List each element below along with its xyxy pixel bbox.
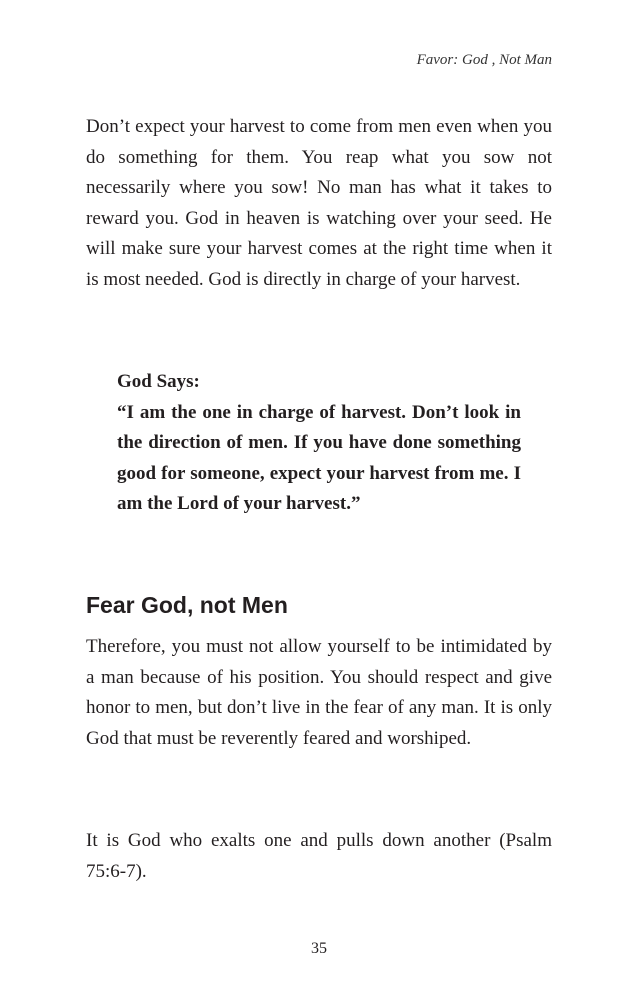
page-number: 35 bbox=[311, 940, 327, 957]
body-paragraph-2: Therefore, you must not allow yourself to be intimidated by a man because of his position. You should respect and give honor to men, but don’t live in the fear of any man. It is only God that must be reverently feared and worshiped. bbox=[86, 636, 552, 749]
section-heading: Fear God, not Men bbox=[86, 592, 288, 618]
quote-label: God Says: bbox=[117, 371, 200, 392]
quote-block bbox=[117, 367, 521, 520]
quote-text: “I am the one in charge of harvest. Don’t look in the direction of men. If you have done something good for someone, expect your harvest from me. I am the Lord of your harvest.” bbox=[117, 401, 521, 514]
running-header: Favor: God , Not Man bbox=[416, 52, 552, 68]
body-paragraph-3: It is God who exalts one and pulls down another (Psalm 75:6-7). bbox=[86, 830, 552, 882]
body-paragraph-1: Don’t expect your harvest to come from men even when you do something for them. You reap what you sow not necessarily where you sow! No man has what it takes to reward you. God in heaven is watching over your seed. He will make sure your harvest comes at the right time when it is most needed. God is directly in charge of your harvest. bbox=[86, 116, 552, 290]
